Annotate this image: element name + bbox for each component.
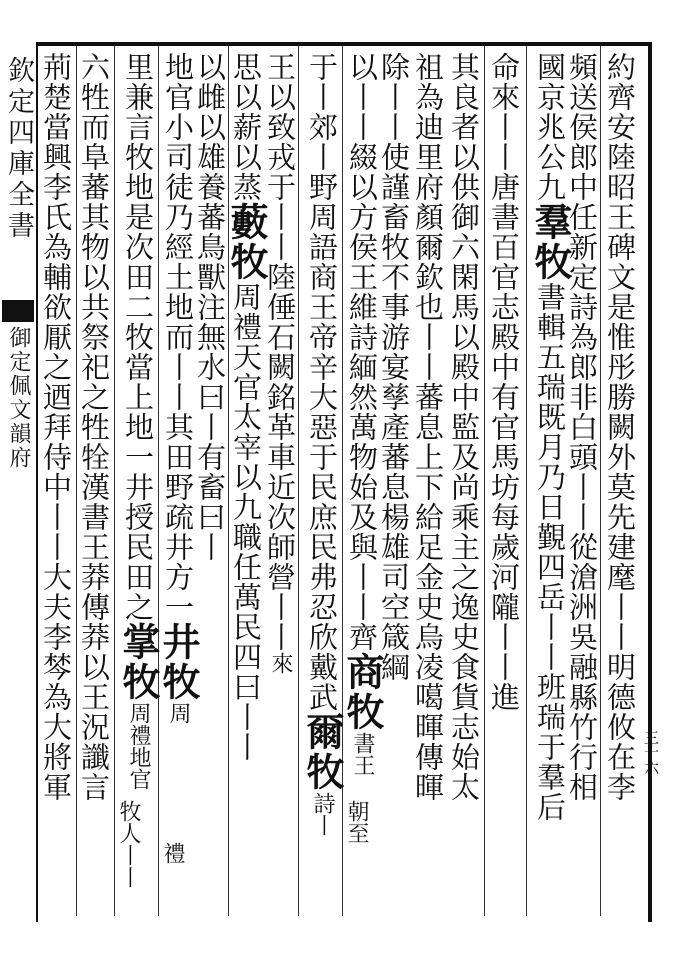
text-segment: 以丨丨綴以方侯王維詩緬然萬物始及與丨丨齊 [345,52,379,652]
text-segment: 書輯五瑞既月乃日覲四岳丨丨班瑞于羣后 [533,282,567,822]
text-segment: 以雌以雄 [193,52,227,172]
page-number: 三十六 [642,730,660,775]
margin-fishtail-mark [2,300,34,322]
text-segment: 周禮地官 [126,702,151,790]
text-segment: 其良者以供御六閑馬以殿中監及尚乘主之逸史食貨志始太 [447,52,481,802]
text-segment: 朝至 [344,800,369,844]
text-segment: 于丨郊丨野周語商王帝辛大惡于民庶民弗忍欣戴武 [305,52,339,712]
entry-heading: 藪牧 [224,202,269,282]
text-segment: 禮 [160,842,185,864]
text-column [76,52,114,912]
book-title: 欽定四庫全書 [3,56,34,242]
text-segment: 荊楚當興李氏為輔欲厭之迺拜侍中丨丨大夫李棽為大將軍 [39,52,73,802]
text-segment: 唐書百官志殿中有官馬坊每歲河隴丨丨進 [487,172,521,712]
text-column [224,52,269,912]
text-column [114,800,148,912]
text-segment: 王以致戎于丨丨陸倕石闕銘革車近次師營丨丨 [263,52,297,652]
text-column [114,52,161,912]
text-segment: 地官小司徒乃經土地而丨丨其田野疏井方一 [161,52,195,622]
text-segment: 詩丨 [310,792,335,836]
entry-heading: 掌牧 [116,622,161,702]
text-column [484,52,524,912]
text-column [600,52,640,912]
entry-heading: 爾牧 [300,712,345,792]
book-subtitle: 御定佩文韻府 [6,326,31,470]
text-column [158,842,192,912]
text-column [448,52,484,912]
page-frame-right [648,42,652,922]
text-segment: 養蕃鳥獸注無水曰丨有畜曰丨 [193,172,227,562]
text-segment: 書王 [350,732,375,776]
text-column [565,52,602,912]
text-segment: 牧人丨丨 [116,800,141,888]
text-segment: 頻送侯郎中任新定詩為郎非白頭丨丨從滄洲吳融縣竹行相 [565,52,599,802]
text-column [39,52,76,912]
entry-heading: 井牧 [156,622,201,702]
text-column [342,800,376,912]
text-column [526,52,573,912]
text-column [340,52,385,912]
text-segment: 周禮天官太宰以九職任萬民四曰丨丨 [229,282,263,762]
text-segment: 祖為迪里府顏爾欽也丨丨蕃息上下給足金史烏凌噶暉傳暉 [411,52,445,802]
text-segment: 來 [268,652,293,674]
text-column [193,52,230,912]
text-segment: 思以薪以蒸 [229,52,263,202]
text-segment: 除丨丨使謹畜牧不事游宴孳產蕃息楊雄司空箴綱 [377,52,411,682]
text-segment: 國京兆公九 [533,52,567,202]
text-column [298,52,345,912]
text-segment: 里兼言牧地是次田二牧當上地一井授民田之 [121,52,155,622]
entry-heading: 商牧 [340,652,385,732]
text-column [156,52,201,912]
text-segment: 周 [166,702,191,724]
text-segment: 命來丨丨 [487,52,521,172]
text-column [264,52,300,912]
text-segment: 約齊安陸昭王碑文是惟彤勝闕外莫先建麾丨丨明德攸在李 [603,52,637,802]
text-column [378,52,414,912]
text-column [411,52,448,912]
text-segment: 六牲而阜蕃其物以共祭祀之牲牷漢書王莽傳莽以王況讖言 [77,52,111,802]
entry-heading: 羣牧 [528,202,573,282]
